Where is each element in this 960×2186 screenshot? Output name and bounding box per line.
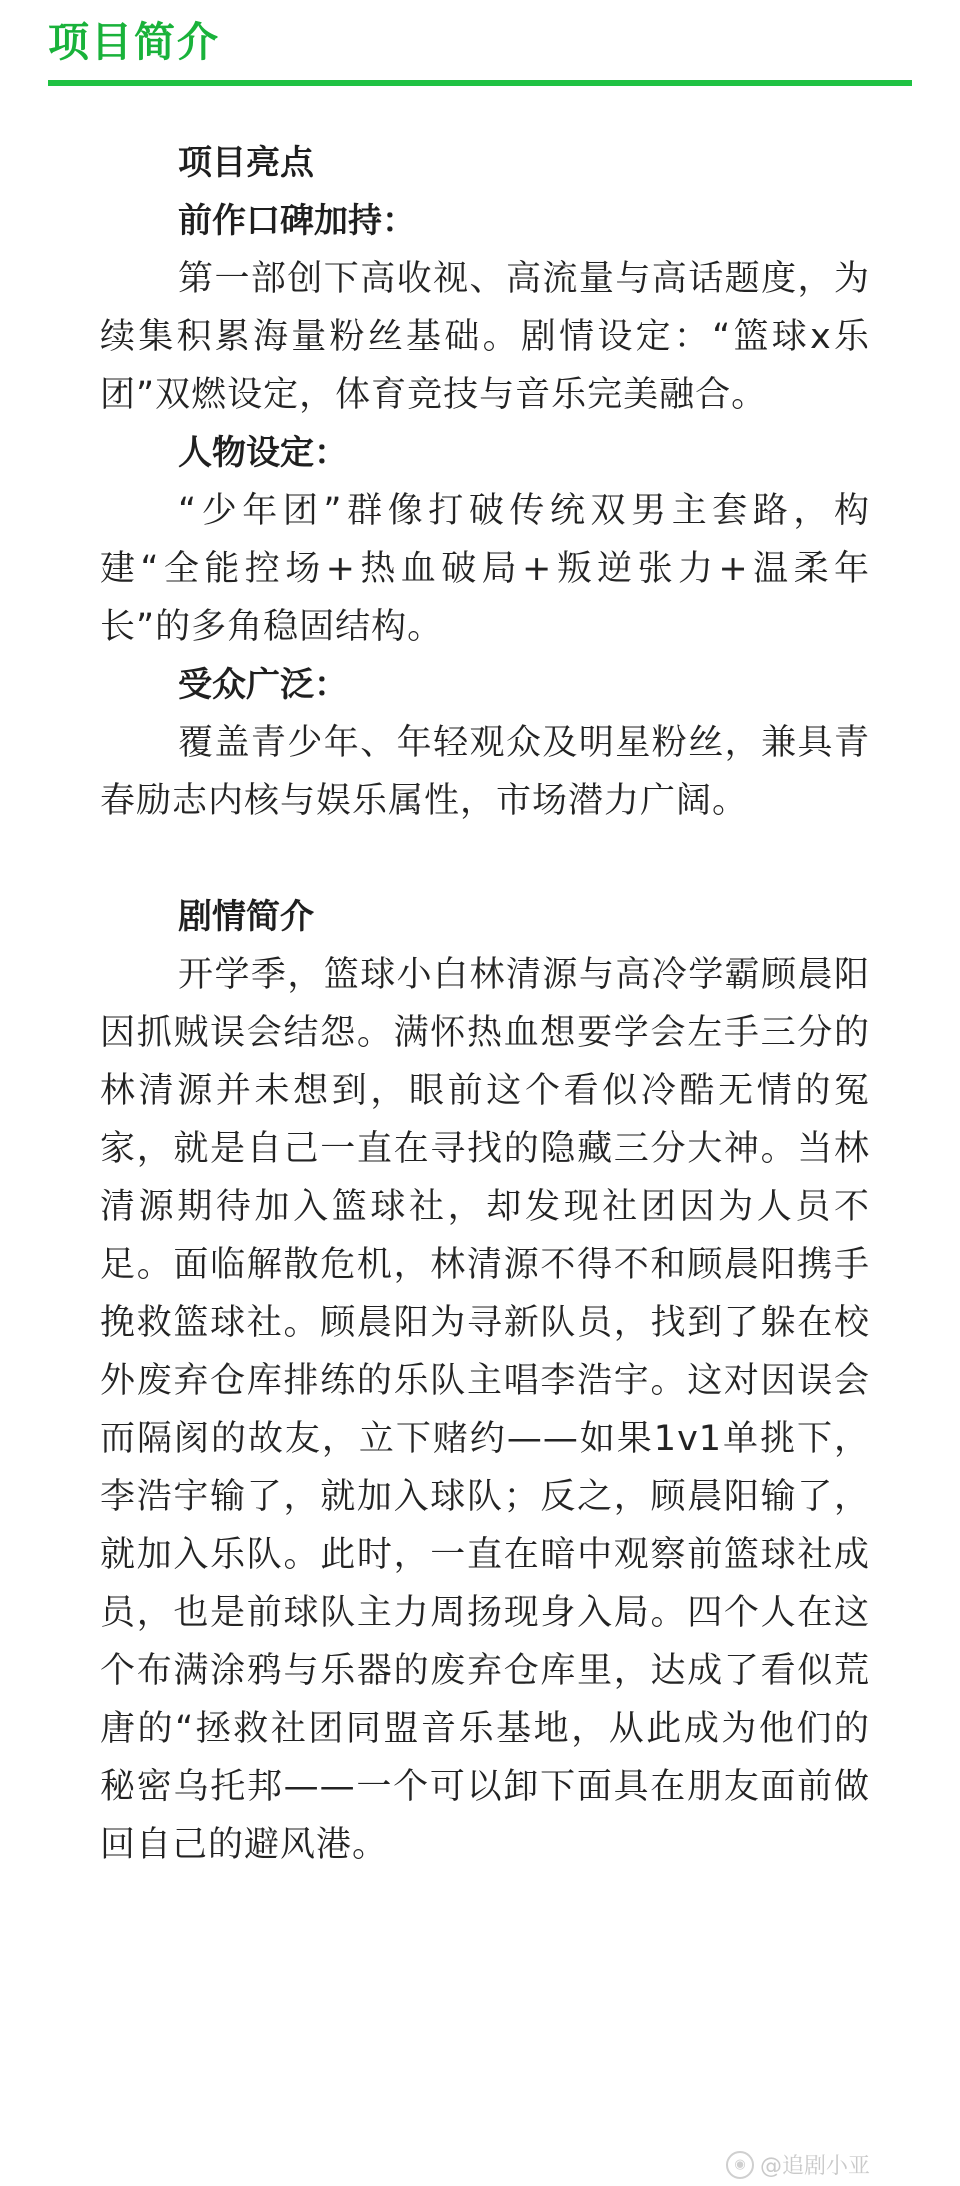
- synopsis-heading: 剧情简介: [178, 897, 314, 937]
- page-title: 项目简介: [48, 18, 220, 66]
- highlight-label-audience: 受众广泛：: [178, 665, 348, 705]
- highlights-heading: 项目亮点: [178, 143, 314, 183]
- highlight-text-audience: 覆盖青少年、年轻观众及明星粉丝，兼具青春励志内核与娱乐属性，市场潜力广阔。: [100, 723, 870, 821]
- section-spacer: [100, 830, 870, 888]
- article-body: [100, 134, 870, 1874]
- highlight-label-characters: 人物设定：: [178, 433, 348, 473]
- watermark: [726, 2149, 870, 2180]
- weibo-logo-icon: ◉: [726, 2151, 754, 2179]
- section-header: [48, 16, 912, 86]
- highlight-text-characters: “少年团”群像打破传统双男主套路，构建“全能控场+热血破局+叛逆张力+温柔年长”的多角稳固结构。: [100, 491, 870, 647]
- highlight-text-reputation: 第一部创下高收视、高流量与高话题度，为续集积累海量粉丝基础。剧情设定：“篮球x乐团”双燃设定，体育竞技与音乐完美融合。: [100, 259, 870, 415]
- highlight-label-reputation: 前作口碑加持：: [178, 201, 416, 241]
- watermark-text: @追剧小亚: [759, 2154, 870, 2179]
- title-divider: [48, 80, 912, 86]
- synopsis-text: 开学季，篮球小白林清源与高冷学霸顾晨阳因抓贼误会结怨。满怀热血想要学会左手三分的林清源并未想到，眼前这个看似冷酷无情的冤家，就是自己一直在寻找的隐藏三分大神。当林清源期待加入篮球社，却发现社团因为人员不足。面临解散危机，林清源不得不和顾晨阳携手挽救篮球社。顾晨阳为寻新队员，找到了躲在校外废弃仓库排练的乐队主唱李浩宇。这对因误会而隔阂的故友，立下赌约——如果1v1单挑下，李浩宇输了，就加入球队；反之，顾晨阳输了，就加入乐队。此时，一直在暗中观察前篮球社成员，也是前球队主力周扬现身入局。四个人在这个布满涂鸦与乐器的废弃仓库里，达成了看似荒唐的“拯救社团同盟音乐基地，从此成为他们的秘密乌托邦——一个可以卸下面具在朋友面前做回自己的避风港。: [100, 955, 870, 1865]
